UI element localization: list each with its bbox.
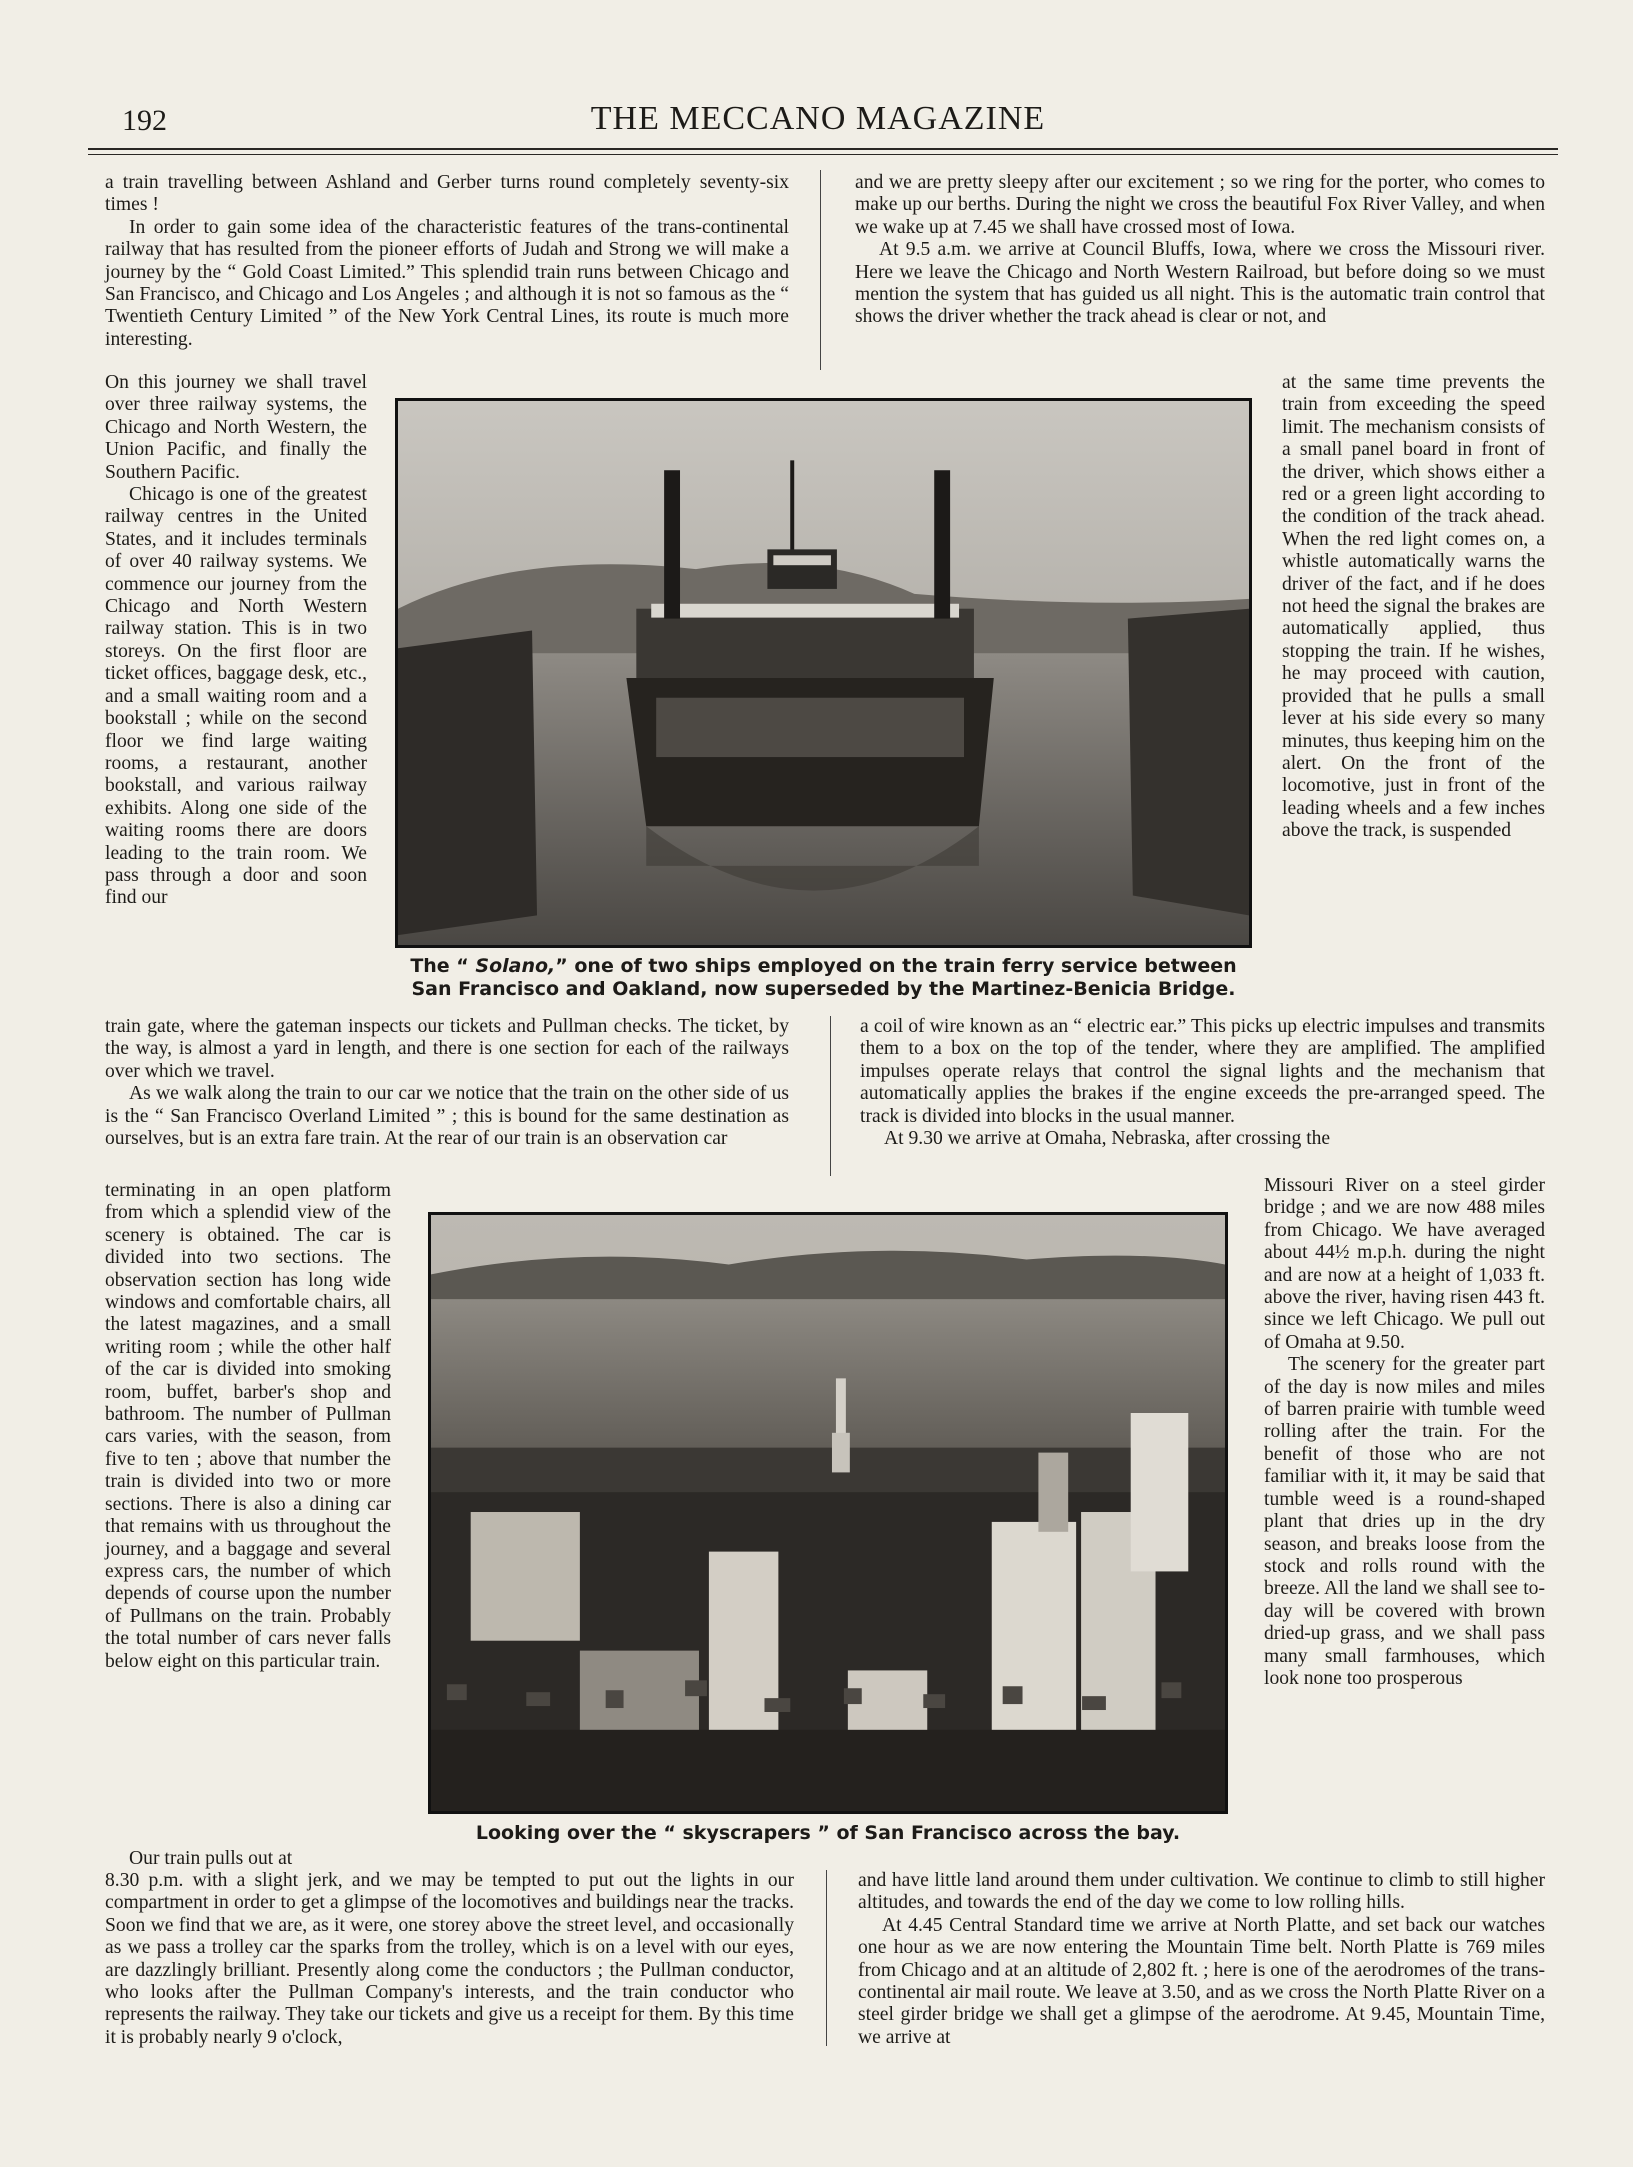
column-left-narrow-2	[105, 1180, 391, 1673]
column-right-narrow-1	[1282, 372, 1545, 843]
ferry-photo-caption: The “ Solano,” one of two ships employed on the train ferry service between San Francisco and Oakland, now superseded by the Martinez-Benicia Bridge.	[410, 955, 1237, 1000]
column-left-pre-bottom	[105, 1848, 391, 1870]
column-left-mid	[105, 1016, 789, 1150]
header-rule-thin	[88, 154, 1558, 155]
column-right-mid	[860, 1016, 1545, 1150]
ferry-photo	[395, 398, 1252, 948]
magazine-title: THE MECCANO MAGAZINE	[590, 100, 1046, 137]
paragraph: 8.30 p.m. with a slight jerk, and we may be tempted to put out the lights in our compartment in order to get a glimpse of the locomotives and buildings near the tracks. Soon we find that we are, as it were, one storey above the street level, and occasionally as we pass a trolley car the sparks from the trolley, which is on a level with our eyes, are dazzlingly brilliant. Presently along come the conductors ; the Pullman conductor, who looks after the Pullman Company's interests, and the train conductor who represents the railway. They take our tickets and give us a receipt for them. By this time it is probably nearly 9 o'clock,	[105, 1870, 794, 2048]
paragraph: The scenery for the greater part of the day is now miles and miles of barren prairie with tumble weed rolling after the train. For the benefit of those who are not familiar with it, it may be said that tumble weed is a round-shaped plant that dries up in the dry season, and breaks loose from the stock and rolls round with the breeze. All the land we shall see to-day will be covered with brown dried-up grass, and we shall pass many small farmhouses, which look none too prosperous	[1264, 1354, 1545, 1689]
paragraph: On this journey we shall travel over three railway systems, the Chicago and North Western, the Union Pacific, and finally the Southern Pacific.	[105, 372, 367, 483]
skyline-photo	[428, 1212, 1228, 1814]
paragraph: At 9.5 a.m. we arrive at Council Bluffs, Iowa, where we cross the Missouri river. Here we leave the Chicago and North Western Railroad, but before doing so we must mention the system that has guided us all night. This is the automatic train control that shows the driver whether the track ahead is clear or not, and	[855, 239, 1545, 328]
paragraph: Missouri River on a steel girder bridge ; and we are now 488 miles from Chicago. We have averaged about 44½ m.p.h. during the night and are now at a height of 1,033 ft. above the river, having risen 443 ft. since we left Chicago. We pull out of Omaha at 9.50.	[1264, 1175, 1545, 1353]
column-divider	[820, 170, 821, 370]
column-right-narrow-2	[1264, 1175, 1545, 1690]
paragraph: At 4.45 Central Standard time we arrive at North Platte, and set back our watches one hour as we are now entering the Mountain Time belt. North Platte is 769 miles from Chicago and at an altitude of 2,802 ft. ; here is one of the aerodromes of the trans-continental air mail route. We leave at 3.50, and as we cross the North Platte River on a steel girder bridge we shall get a glimpse of the aerodrome. At 9.45, Mountain Time, we arrive at	[858, 1914, 1545, 2048]
column-left-narrow-1	[105, 372, 367, 910]
paragraph: and have little land around them under cultivation. We continue to climb to still higher altitudes, and towards the end of the day we come to low rolling hills.	[858, 1870, 1545, 1914]
paragraph: at the same time prevents the train from exceeding the speed limit. The mechanism consists of a small panel board in front of the driver, which shows either a red or a green light according to the condition of the track ahead. When the red light comes on, a whistle automatically warns the driver of the fact, and if he does not heed the signal the brakes are automatically applied, thus stopping the train. If he wishes, he may proceed with caution, provided that he pulls a small lever at his side every so many minutes, thus keeping him on the alert. On the front of the locomotive, just in front of the leading wheels and a few inches above the track, is suspended	[1282, 372, 1545, 842]
column-right-top	[855, 172, 1545, 329]
column-right-bottom	[858, 1870, 1545, 2049]
paragraph: In order to gain some idea of the characteristic features of the trans-continental railway that has resulted from the pioneer efforts of Judah and Strong we will make a journey by the “ Gold Coast Limited.” This splendid train runs between Chicago and San Francisco, and Chicago and Los Angeles ; and although it is not so famous as the “ Twentieth Century Limited ” of the New York Central Lines, its route is much more interesting.	[105, 216, 789, 350]
paragraph: a coil of wire known as an “ electric ear.” This picks up electric impulses and transmits them to a box on the top of the tender, where they are amplified. The amplified impulses operate relays that control the signal lights and the mechanism that automatically applies the brakes if the engine exceeds the pre-arranged speed. The track is divided into blocks in the usual manner.	[860, 1016, 1545, 1127]
paragraph: train gate, where the gateman inspects our tickets and Pullman checks. The ticket, by the way, is almost a yard in length, and there is one section for each of the railways over which we travel.	[105, 1016, 789, 1082]
paragraph: and we are pretty sleepy after our excitement ; so we ring for the porter, who comes to make up our berths. During the night we cross the beautiful Fox River Valley, and when we wake up at 7.45 we shall have crossed most of Iowa.	[855, 172, 1545, 238]
header-rule	[88, 148, 1558, 150]
column-left-bottom	[105, 1870, 794, 2049]
paragraph: terminating in an open platform from which a splendid view of the scenery is obtained. The car is divided into two sections. The observation section has long wide windows and comfortable chairs, all the latest magazines, and a small writing room ; while the other half of the car is divided into smoking room, buffet, barber's shop and bathroom. The number of Pullman cars varies, with the season, from five to ten ; above that number the train is divided into two or more sections. There is also a dining car that remains with us throughout the journey, and a baggage and several express cars, the number of which depends of course upon the number of Pullmans on the train. Probably the total number of cars never falls below eight on this particular train.	[105, 1180, 391, 1672]
column-divider	[830, 1016, 831, 1176]
paragraph: a train travelling between Ashland and Gerber turns round completely seventy-six times !	[105, 172, 789, 216]
page-number: 192	[122, 104, 167, 137]
column-divider	[826, 1870, 827, 2046]
paragraph: Our train pulls out at	[129, 1848, 293, 1869]
paragraph: Chicago is one of the greatest railway centres in the United States, and it includes terminals of over 40 railway systems. We commence our journey from the Chicago and North Western railway station. This is in two storeys. On the first floor are ticket offices, baggage desk, etc., and a small waiting room and a bookstall ; while on the second floor we find large waiting rooms, a restaurant, another bookstall, and various railway exhibits. Along one side of the waiting rooms there are doors leading to the train room. We pass through a door and soon find our	[105, 484, 367, 909]
paragraph: At 9.30 we arrive at Omaha, Nebraska, after crossing the	[884, 1128, 1331, 1150]
skyline-photo-caption: Looking over the “ skyscrapers ” of San Francisco across the bay.	[475, 1822, 1181, 1844]
paragraph: As we walk along the train to our car we notice that the train on the other side of us is the “ San Francisco Overland Limited ” ; this is bound for the same destination as ourselves, but is an extra fare train. At the rear of our train is an observation car	[105, 1083, 789, 1150]
page-header	[88, 100, 1548, 142]
ship-name: Solano,	[475, 955, 556, 977]
column-left-top	[105, 172, 789, 351]
